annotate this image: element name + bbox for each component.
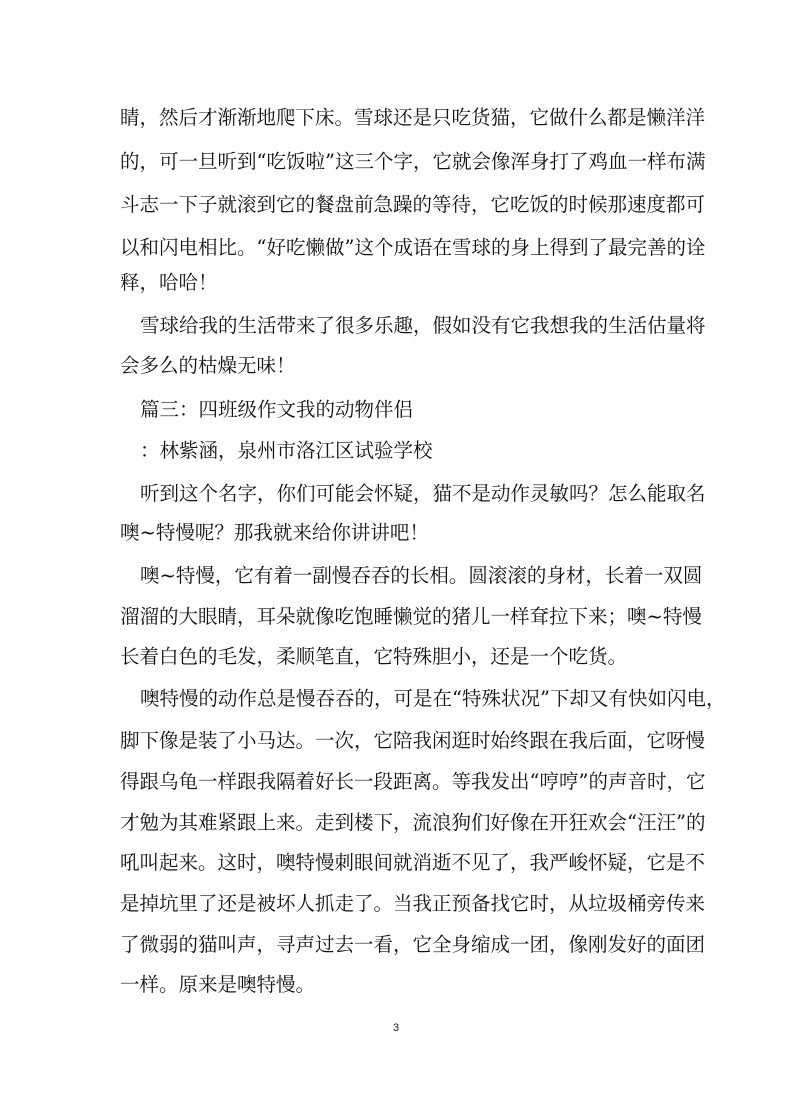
text-line: 噢~特慢，它有着一副慢吞吞的长相。圆滚滚的身材，长着一双圆: [140, 564, 703, 587]
text-line: 长着白色的毛发，柔顺笔直，它特殊胆小，还是一个吃货。: [120, 645, 628, 668]
text-line: 了微弱的猫叫声，寻声过去一看，它全身缩成一团，像刚发好的面团: [120, 933, 706, 956]
page-number: 3: [392, 1022, 400, 1034]
text-line: 才勉为其难紧跟上来。走到楼下，流浪狗们好像在开狂欢会“汪汪”的: [120, 811, 706, 834]
text-line: 听到这个名字，你们可能会怀疑，猫不是动作灵敏吗？怎么能取名: [140, 482, 706, 505]
section-heading: 篇三：四班级作文我的动物伴侣: [140, 398, 414, 421]
text-line: 斗志一下子就滚到它的餐盘前急躁的等待，它吃饭的时候那速度都可: [120, 193, 706, 216]
text-line: 得跟乌龟一样跟我隔着好长一段距离。等我发出“哼哼”的声音时，它: [120, 770, 706, 793]
text-line: 会多么的枯燥无味！: [120, 354, 296, 377]
text-line: 睛，然后才渐渐地爬下床。雪球还是只吃货猫，它做什么都是懒洋洋: [120, 106, 706, 129]
text-line: 以和闪电相比。“好吃懒做”这个成语在雪球的身上得到了最完善的诠: [120, 236, 706, 259]
text-line: 脚下像是装了小马达。一次，它陪我闲逛时始终跟在我后面，它呀慢: [120, 729, 706, 752]
text-line: 噢~特慢呢？那我就来给你讲讲吧！: [120, 521, 429, 544]
text-line: 吼叫起来。这时，噢特慢刺眼间就消逝不见了，我严峻怀疑，它是不: [120, 851, 706, 874]
text-line: 噢特慢的动作总是慢吞吞的，可是在“特殊状况”下却又有快如闪电，: [140, 687, 726, 710]
text-line: 溜溜的大眼睛，耳朵就像吃饱睡懒觉的猪儿一样耷拉下来；噢~特慢: [120, 605, 702, 628]
text-line: 是掉坑里了还是被坏人抓走了。当我正预备找它时，从垃圾桶旁传来: [120, 892, 706, 915]
text-line: 一样。原来是噢特慢。: [120, 973, 316, 996]
text-line: 雪球给我的生活带来了很多乐趣，假如没有它我想我的生活估量将: [140, 314, 706, 337]
author-line: ：林紫涵，泉州市洛江区试验学校: [140, 439, 433, 462]
text-line: 释，哈哈！: [120, 271, 218, 294]
text-line: 的，可一旦听到“吃饭啦”这三个字，它就会像浑身打了鸡血一样布满: [120, 150, 706, 173]
